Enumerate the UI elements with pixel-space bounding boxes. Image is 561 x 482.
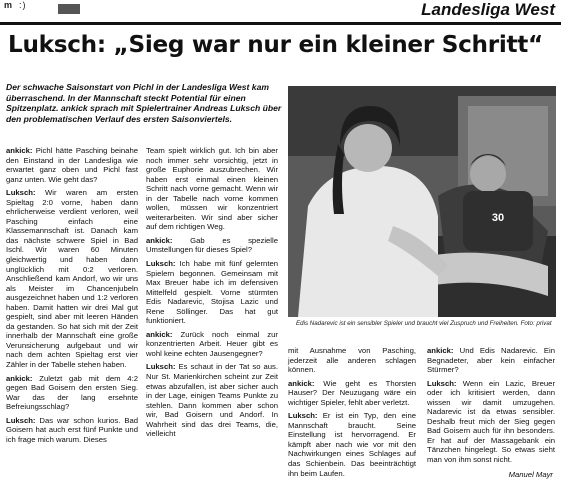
speaker-label: Luksch: [288, 411, 318, 421]
paragraph [427, 346, 555, 375]
paragraph-text: Zuletzt gab mit dem 4:2 gegen Bad Goisern den ersten Sieg. War das der lang ersehnte Befreiungsschlag? [6, 373, 138, 412]
speaker-label: ankick: [288, 378, 315, 388]
paragraph [146, 362, 278, 438]
article-lead: Der schwache Saisonstart von Pichl in der Landesliga West kam überraschend. In der Mannschaft steckt Potential für einen Spitzenplatz. ankick sprach mit Spielertrainer Andreas Luksch über den problematischen Verlauf des ersten Saisonviertels. [6, 82, 282, 124]
speaker-label: ankick: [146, 329, 173, 339]
article-photo [288, 86, 556, 317]
speaker-label: ankick: [6, 373, 33, 383]
section-title: Landesliga West [421, 0, 555, 19]
magazine-logo [4, 0, 27, 10]
header-glyph: :) [19, 0, 27, 10]
paragraph-text: Zurück noch einmal zur konzentrierten Arbeit. Heuer gibt es wohl keine echten Jausengegner? [146, 329, 278, 358]
speaker-label: ankick: [427, 346, 454, 355]
speaker-label: Luksch: [146, 259, 176, 269]
paragraph-text: Und Edis Nadarevic. Ein Begnadeter, aber kein einfacher Stürmer? [427, 346, 555, 375]
speaker-label: ankick: [6, 146, 33, 155]
article-headline: Luksch: „Sieg war nur ein kleiner Schritt“ [8, 30, 543, 58]
paragraph-text: Gab es spezielle Umstellungen für dieses Spiel? [146, 235, 279, 255]
paragraph-text: Ich habe mit fünf gelernten Spielern begonnen. Gemeinsam mit Max Breuer habe ich im defensiven Mittelfeld gespielt. Vorne stürmten Edis Nadarevic, Stojisa Lazic und Rene Söllinger. Das hat gut funktioniert. [146, 259, 279, 326]
speaker-label: Luksch: [6, 188, 36, 198]
article-column-3 [288, 346, 416, 478]
paragraph [146, 259, 278, 326]
paragraph [6, 416, 138, 445]
paragraph-text: Team spielt wirklich gut. Ich bin aber noch immer sehr vorsichtig, jetzt in große Euphorie auszubrechen. Wir haben erst einmal einen kleinen Schritt nach vorne gemacht. Wenn wir in der Tabelle nach vorne kommen wollen, müssen wir konzentriert weiterarbeiten. Wir sind aber sicher auf dem richtigen Weg. [146, 146, 278, 232]
photo-illustration [288, 86, 556, 317]
speaker-label: Luksch: [427, 378, 457, 388]
paragraph-text: Wir waren am ersten Spieltag 2:0 vorne, haben dann ehrlicherweise verdient verloren, weil Pasching einfach eine Klassemannschaft ist. Danach kam das nächste schwere Spiel in Bad Ischl. Wir waren 60 Minuten gleichwertig und haben dann unglücklich mit 0:2 verloren. Anschließend kam Andorf, wo wir uns als Meister im Chancenjubeln ausgezeichnet haben und 1:2 verloren haben. Damit hatten wir drei Mal gut gespielt, sind aber mit leeren Händen da gestanden. So hat sich mit der Zeit innerhalb der Mannschaft eine große Verunsicherung aufgebaut und wir nach dem achten Spieltag erst vier Zähler in der Tabelle stehen haben. [6, 188, 138, 370]
paragraph-text: Wie geht es Thorsten Hauser? Der Neuzugang wäre ein wichtiger Spieler, fehlt aber verletzt. [288, 378, 416, 407]
article-column-2 [146, 146, 278, 439]
speaker-label: ankick: [146, 235, 173, 245]
speaker-label: Luksch: [6, 415, 36, 425]
logo-text: m [4, 0, 14, 10]
paragraph-text: Wenn ein Lazic, Breuer oder ich kritisiert werden, dann wissen wir damit umzugehen. Nadarevic ist da etwas sensibler. Deshalb freut mich der Sieg gegen Bad Goisern auch für ihn besonders. Er hat auf der Massagebank ein Tänzchen hingelegt. So etwas sieht man von ihm sonst nicht. [427, 378, 556, 465]
paragraph [146, 146, 278, 232]
article-column-4 [427, 346, 555, 465]
article-column-1 [6, 146, 138, 444]
paragraph [427, 379, 555, 465]
paragraph [6, 188, 138, 369]
paragraph [146, 236, 278, 255]
paragraph-text: mit Ausnahme von Pasching, jederzeit alle anderen schlagen können. [288, 346, 416, 375]
jersey-number [492, 212, 504, 224]
paragraph [288, 346, 416, 375]
photo-caption: Edis Nadarevic ist ein sensibler Spieler und braucht viel Zuspruch und Freiheiten. Foto: privat [296, 320, 552, 327]
paragraph [146, 330, 278, 359]
paragraph [6, 374, 138, 412]
paragraph [6, 146, 138, 184]
jersey-number-text: 30 [491, 212, 505, 224]
paragraph-text: Das war schon kurios. Bad Goisern hat auch erst fünf Punkte und ich frage mich warum. Dieses [6, 415, 139, 444]
author-byline: Manuel Mayr [508, 470, 553, 479]
paragraph [288, 411, 416, 478]
speaker-label: Luksch: [146, 362, 176, 372]
header-rule [0, 22, 561, 25]
paragraph-text: Es schaut in der Tat so aus. Nur St. Marienkirchen scheint zur Zeit etwas abzufallen, ist aber sicher auch in der Lage, einigen Teams Punkte zu stehlen. Dann kommen aber schon wir, Bad Goisern und Andorf. In Wahrheit sind das drei Teams, die, vielleicht [146, 362, 279, 439]
paragraph [288, 379, 416, 408]
header-decoration [58, 4, 80, 14]
paragraph-text: Pichl hätte Pasching beinahe den Einstand in der Landesliga wie erwartet ganz oben und Pichl fast ganz unten. Wie geht das? [6, 146, 138, 184]
paragraph-text: Er ist ein Typ, den eine Mannschaft braucht. Seine Einstellung ist hervorragend. Er kämpft aber nach wie vor mit den Nachwirkungen eines Schlages auf das Schienbein. Das beeinträchtigt ihn beim Laufen. [288, 411, 417, 478]
